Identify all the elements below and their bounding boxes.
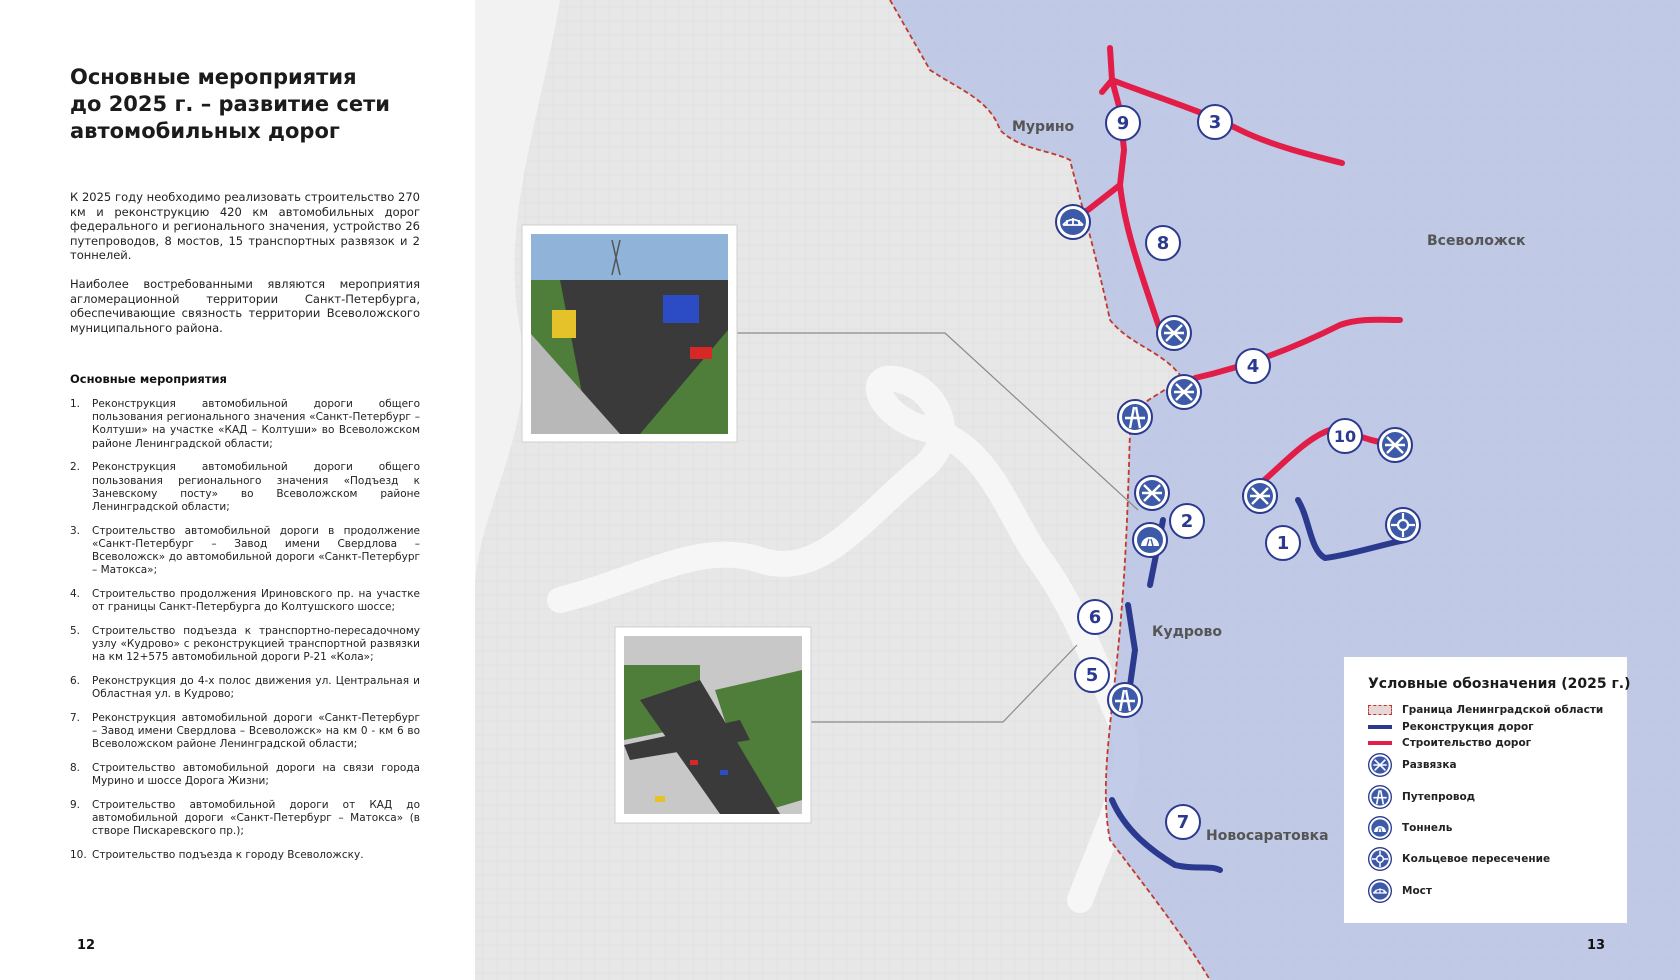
place-novosaratovka: Новосаратовка: [1206, 828, 1329, 844]
legend-item-construction: Строительство дорог: [1368, 737, 1531, 749]
svg-text:4: 4: [1246, 356, 1260, 377]
roundabout-icon: [1386, 508, 1420, 542]
interchange-icon: [1368, 753, 1392, 777]
measures-list: [70, 398, 420, 873]
page-number-left: 12: [77, 938, 96, 953]
list-item: 7. Реконструкция автомобильной дороги «Санкт-Петербург – Завод имени Свердлова – Всеволожск» на км 0 - км 6 во Всеволожском районе Ленинградской области;: [70, 711, 420, 751]
inset-photo-1: [522, 225, 737, 442]
inset-photo-2: [615, 627, 811, 823]
legend-item-tunnel: Тоннель: [1368, 816, 1452, 840]
reconstruction-swatch: [1368, 725, 1392, 729]
marker-10: [1328, 419, 1362, 453]
place-vsevolozhsk: Всеволожск: [1427, 233, 1526, 249]
interchange-icon: [1378, 428, 1412, 462]
legend-item-overpass: Путепровод: [1368, 785, 1475, 809]
list-item: 9. Строительство автомобильной дороги от КАД до автомобильной дороги «Санкт-Петербург – Матокса» (в створе Пискаревского пр.);: [70, 798, 420, 838]
svg-text:8: 8: [1156, 233, 1170, 254]
legend-item-roundabout: Кольцевое пересечение: [1368, 847, 1550, 871]
svg-text:5: 5: [1085, 665, 1099, 686]
tunnel-icon: [1133, 523, 1167, 557]
left-page: [0, 0, 475, 980]
roundabout-icon: [1368, 847, 1392, 871]
svg-text:1: 1: [1276, 533, 1290, 554]
construction-swatch: [1368, 741, 1392, 745]
list-item: 1. Реконструкция автомобильной дороги общего пользования регионального значения «Санкт-Петербург – Колтуши» на участке «КАД – Колтуши» во Всеволожском районе Ленинградской области;: [70, 398, 420, 450]
place-kudrovo: Кудрово: [1152, 624, 1222, 640]
interchange-icon: [1135, 476, 1169, 510]
legend-item-reconstruction: Реконструкция дорог: [1368, 721, 1534, 733]
list-item: 5. Строительство подъезда к транспортно-пересадочному узлу «Кудрово» с реконструкцией транспортной развязки на км 12+575 автомобильной дороги Р-21 «Кола»;: [70, 624, 420, 664]
overpass-icon: [1368, 785, 1392, 809]
legend-item-bridge: Мост: [1368, 879, 1432, 903]
marker-5: [1075, 658, 1109, 692]
interchange-icon: [1243, 479, 1277, 513]
page-number-right: 13: [1587, 938, 1606, 953]
svg-text:10: 10: [1333, 427, 1357, 446]
border-swatch: [1368, 705, 1392, 715]
section-heading: Основные мероприятия: [70, 372, 227, 386]
page-title: Основные мероприятия до 2025 г. – развитие сети автомобильных дорог: [70, 65, 390, 143]
svg-text:7: 7: [1176, 812, 1190, 833]
legend-title: Условные обозначения (2025 г.): [1368, 676, 1631, 692]
marker-4: [1236, 349, 1270, 383]
intro-paragraph: Наиболее востребованными являются мероприятия агломерационной территории Санкт-Петербурга, обеспечивающие связность территории Всеволожского муниципального района.: [70, 276, 420, 335]
list-item: 8. Строительство автомобильной дороги на связи города Мурино и шоссе Дорога Жизни;: [70, 761, 420, 788]
bridge-icon: [1368, 879, 1392, 903]
legend-item-interchange: Развязка: [1368, 753, 1457, 777]
intro-paragraph: К 2025 году необходимо реализовать строительство 270 км и реконструкцию 420 км автомобильных дорог федерального и регионального значения, устройство 26 путепроводов, 8 мостов, 15 транспортных развязок и 2 тоннелей.: [70, 190, 420, 263]
marker-7: [1166, 805, 1200, 839]
legend-item-border: Граница Ленинградской области: [1368, 704, 1603, 716]
list-item: 4. Строительство продолжения Ириновского пр. на участке от границы Санкт-Петербурга до Колтушского шоссе;: [70, 587, 420, 614]
svg-text:3: 3: [1208, 112, 1222, 133]
list-item: 3. Строительство автомобильной дороги в продолжение «Санкт-Петербург – Завод имени Свердлова – Всеволожск» до автомобильной дороги «Санкт-Петербург – Матокса»;: [70, 524, 420, 577]
overpass-icon: [1108, 683, 1142, 717]
marker-1: [1266, 526, 1300, 560]
list-item: 6. Реконструкция до 4-х полос движения ул. Центральная и Областная ул. в Кудрово;: [70, 674, 420, 701]
interchange-icon: [1157, 316, 1191, 350]
map-legend: [1344, 657, 1631, 923]
marker-9: [1106, 106, 1140, 140]
svg-text:2: 2: [1180, 511, 1194, 532]
intro-text: [70, 190, 420, 349]
overpass-icon: [1118, 400, 1152, 434]
marker-8: [1146, 226, 1180, 260]
marker-3: [1198, 105, 1232, 139]
svg-text:6: 6: [1088, 607, 1102, 628]
list-item: 10. Строительство подъезда к городу Всеволожску.: [70, 848, 364, 861]
marker-2: [1170, 504, 1204, 538]
list-item: 2. Реконструкция автомобильной дороги общего пользования регионального значения «Подъезд к Заневскому посту» во Всеволожском районе Ленинградской области;: [70, 461, 420, 513]
place-murino: Мурино: [1012, 119, 1075, 135]
marker-6: [1078, 600, 1112, 634]
tunnel-icon: [1368, 816, 1392, 840]
svg-text:9: 9: [1116, 113, 1130, 134]
bridge-icon: [1056, 205, 1090, 239]
interchange-icon: [1167, 375, 1201, 409]
